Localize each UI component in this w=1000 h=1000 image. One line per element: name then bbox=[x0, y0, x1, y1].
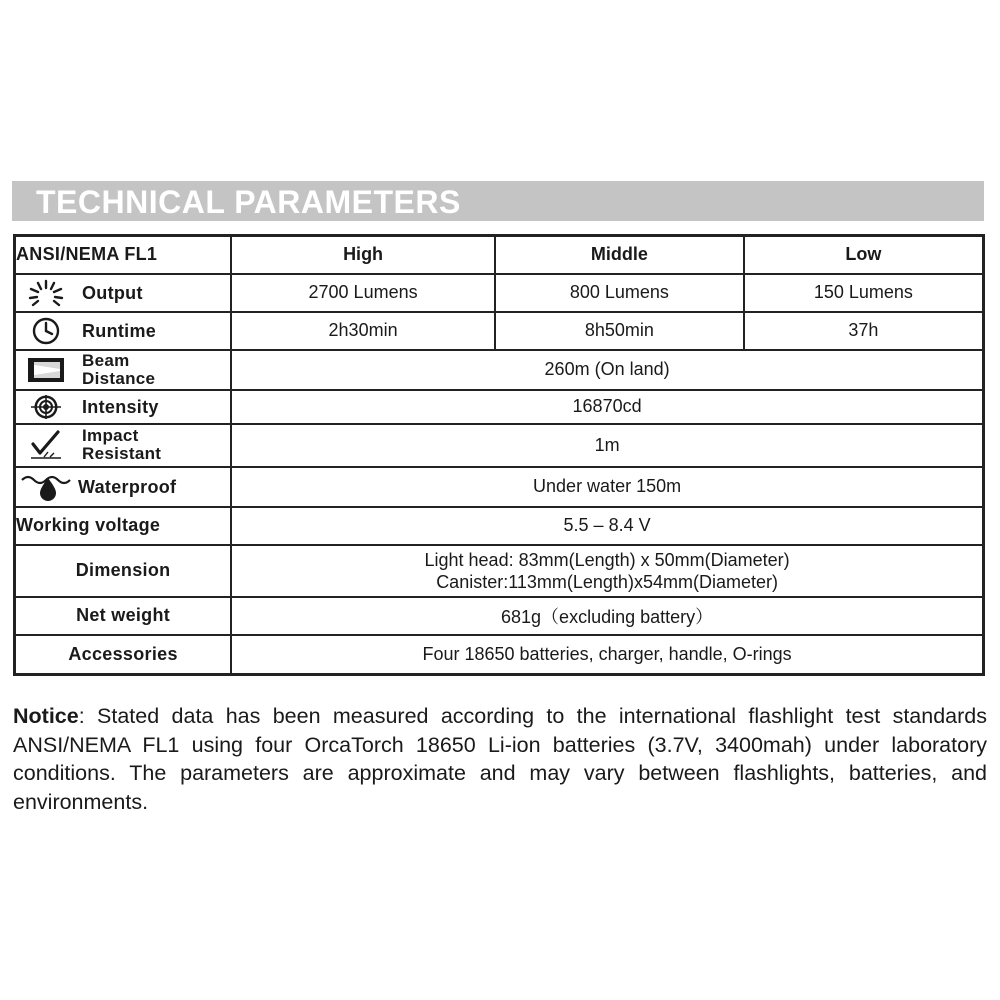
accessories-value: Four 18650 batteries, charger, handle, O-rings bbox=[231, 635, 983, 675]
intensity-label: Intensity bbox=[82, 396, 159, 417]
runtime-low: 37h bbox=[744, 312, 984, 350]
beam-distance-value: 260m (On land) bbox=[231, 350, 983, 390]
dimension-line2: Canister:113mm(Length)x54mm(Diameter) bbox=[436, 571, 778, 592]
notice-text: : Stated data has been measured according to the international flashlight test standards ANSI/NEMA FL1 using four OrcaTorch 18650 Li-ion batteries (3.7V, 3400mah) under laboratory conditions. The parameters are approximate and may vary between flashlights, batteries, and environments. bbox=[13, 704, 987, 814]
beam-icon bbox=[24, 355, 68, 385]
accessories-label: Accessories bbox=[15, 635, 232, 675]
water-drop-icon bbox=[20, 472, 76, 502]
waterproof-label-cell bbox=[15, 467, 232, 507]
table-row-output bbox=[15, 274, 984, 312]
intensity-value: 16870cd bbox=[231, 390, 983, 424]
table-row-voltage bbox=[15, 507, 984, 545]
table-row-impact bbox=[15, 424, 984, 467]
beam-label-line1: Beam bbox=[82, 350, 130, 370]
beam-label-cell bbox=[15, 350, 232, 390]
table-row-runtime bbox=[15, 312, 984, 350]
header-standard: ANSI/NEMA FL1 bbox=[15, 236, 232, 274]
voltage-value: 5.5 – 8.4 V bbox=[231, 507, 983, 545]
impact-label-line2: Resistant bbox=[82, 444, 162, 463]
waterproof-label: Waterproof bbox=[78, 476, 177, 497]
spec-table bbox=[13, 234, 985, 676]
notice-paragraph bbox=[13, 702, 987, 816]
weight-label: Net weight bbox=[15, 597, 232, 635]
table-row-dimension bbox=[15, 545, 984, 597]
table-row-waterproof bbox=[15, 467, 984, 507]
beam-label bbox=[68, 352, 155, 388]
beam-label-line2: Distance bbox=[82, 368, 156, 388]
impact-label-line1: Impact bbox=[82, 426, 139, 445]
output-low: 150 Lumens bbox=[744, 274, 984, 312]
table-row-accessories bbox=[15, 635, 984, 675]
runtime-label-cell bbox=[15, 312, 232, 350]
table-row-beam-distance bbox=[15, 350, 984, 390]
header-low: Low bbox=[744, 236, 984, 274]
table-row-weight bbox=[15, 597, 984, 635]
output-middle: 800 Lumens bbox=[495, 274, 744, 312]
table-row-header bbox=[15, 236, 984, 274]
runtime-label: Runtime bbox=[82, 320, 157, 341]
light-burst-icon bbox=[24, 278, 68, 308]
table-row-intensity bbox=[15, 390, 984, 424]
dimension-label: Dimension bbox=[15, 545, 232, 597]
output-label-cell bbox=[15, 274, 232, 312]
notice-label: Notice bbox=[13, 704, 79, 728]
header-middle: Middle bbox=[495, 236, 744, 274]
waterproof-value: Under water 150m bbox=[231, 467, 983, 507]
weight-value: 681g（excluding battery） bbox=[231, 597, 983, 635]
output-label: Output bbox=[82, 282, 143, 303]
runtime-high: 2h30min bbox=[231, 312, 495, 350]
impact-value: 1m bbox=[231, 424, 983, 467]
impact-check-icon bbox=[24, 430, 68, 460]
runtime-middle: 8h50min bbox=[495, 312, 744, 350]
intensity-label-cell bbox=[15, 390, 232, 424]
target-icon bbox=[24, 392, 68, 422]
output-high: 2700 Lumens bbox=[231, 274, 495, 312]
impact-label-cell bbox=[15, 424, 232, 467]
voltage-label: Working voltage bbox=[15, 507, 232, 545]
dimension-value bbox=[231, 545, 983, 597]
dimension-line1: Light head: 83mm(Length) x 50mm(Diameter) bbox=[424, 549, 790, 570]
impact-label bbox=[68, 427, 161, 463]
section-title: TECHNICAL PARAMETERS bbox=[36, 184, 461, 220]
section-header-bar bbox=[12, 181, 984, 221]
clock-icon bbox=[24, 316, 68, 346]
header-high: High bbox=[231, 236, 495, 274]
